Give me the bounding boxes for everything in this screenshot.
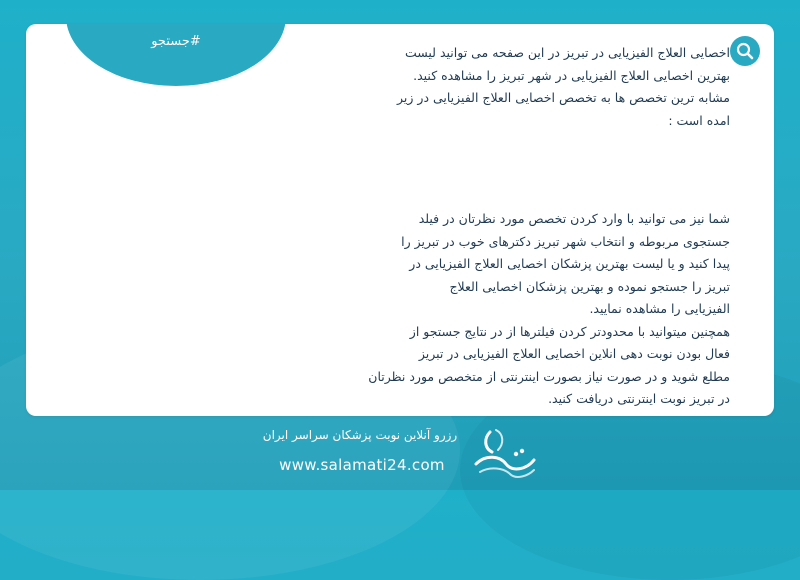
search-tag-label[interactable]: #جستجو xyxy=(151,34,201,49)
instruction-line: فعال بودن نوبت دهی انلاین اخصایی العلاج الفیزیایی در تبریز xyxy=(418,346,730,361)
instruction-line: جستجوی مربوطه و انتخاب شهر تبریز دکترهای خوب در تبریز را xyxy=(401,233,730,249)
magnifier-glyph xyxy=(735,41,755,61)
specialty-description xyxy=(330,42,730,132)
instruction-line: مطلع شوید و در صورت نیاز بصورت اینترنتی از متخصص مورد نظرتان xyxy=(368,368,730,384)
description-line: اخصایی العلاج الفیزیایی در تبریز در این صفحه می توانید لیست xyxy=(404,45,730,60)
description-line: مشابه ترین تخصص ها به تخصص اخصایی العلاج الفیزیایی در زیر xyxy=(397,90,730,105)
instruction-line: تبریز را جستجو نموده و بهترین پزشکان اخصایی العلاج xyxy=(449,278,730,294)
instruction-line: در تبریز نوبت اینترنتی دریافت کنید. xyxy=(548,391,730,406)
instruction-line: الفیزیایی را مشاهده نمایید. xyxy=(589,301,730,316)
footer-website-link[interactable]: www.salamati24.com xyxy=(279,456,445,474)
instruction-line: شما نیز می توانید با وارد کردن تخصص مورد نظرتان در فیلد xyxy=(418,211,730,226)
footer-tagline: رزرو آنلاین نوبت پزشکان سراسر ایران xyxy=(262,428,458,442)
content-card xyxy=(26,24,774,416)
description-line: امده است : xyxy=(668,112,730,128)
instruction-line: همچنین میتوانید با محدودتر کردن فیلترها از در نتایج جستجو از xyxy=(409,323,730,339)
salamati-logo-icon[interactable] xyxy=(470,424,540,484)
logo-mark xyxy=(470,424,540,484)
search-instructions xyxy=(310,208,730,411)
instruction-line: پیدا کنید و یا لیست بهترین پزشکان اخصایی العلاج الفیزیایی در xyxy=(409,256,730,271)
search-icon[interactable] xyxy=(730,36,760,66)
description-line: بهترین اخصایی العلاج الفیزیایی در شهر تبریز را مشاهده کنید. xyxy=(413,67,730,83)
